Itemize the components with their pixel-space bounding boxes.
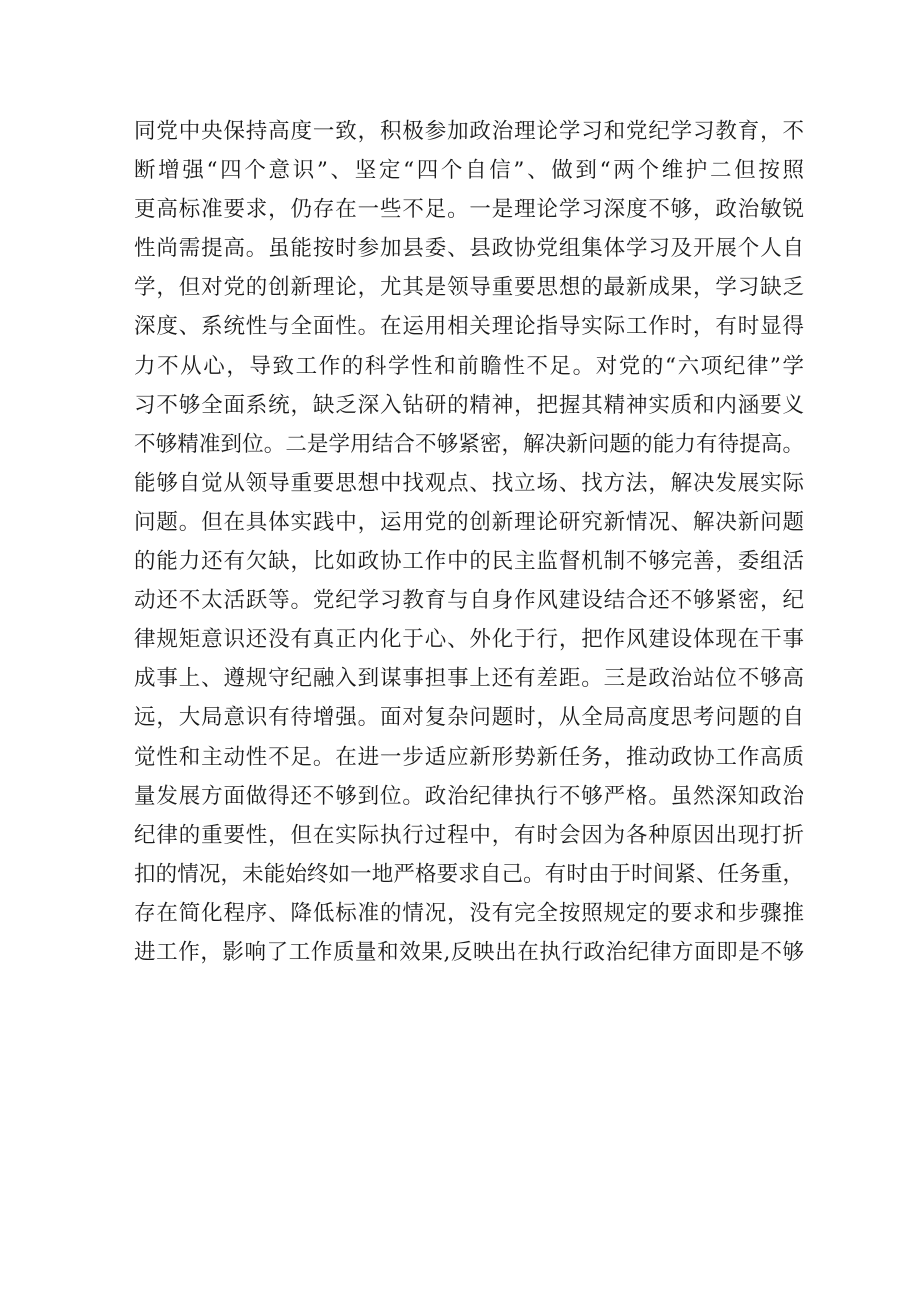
text-line-8: 习不够全面系统，缺乏深入钻研的精神，把握其精神实质和内涵要义 (134, 392, 804, 418)
text-line-13: 动还不太活跃等。党纪学习教育与自身作风建设结合还不够紧密，纪 (134, 588, 804, 614)
text-line-21: 存在简化程序、降低标准的情况，没有完全按照规定的要求和步骤推 (134, 900, 804, 926)
text-line-20: 扣的情况，未能始终如一地严格要求自己。有时由于时间紧、任务重， (134, 861, 804, 887)
text-line-12: 的能力还有欠缺，比如政协工作中的民主监督机制不够完善，委组活 (134, 549, 804, 575)
text-line-19: 纪律的重要性，但在实际执行过程中，有时会因为各种原因出现打折 (134, 822, 804, 848)
text-line-18: 量发展方面做得还不够到位。政治纪律执行不够严格。虽然深知政治 (134, 783, 804, 809)
text-line-15: 成事上、遵规守纪融入到谋事担事上还有差距。三是政治站位不够高 (134, 666, 804, 692)
text-line-9: 不够精准到位。二是学用结合不够紧密，解决新问题的能力有待提高。 (134, 431, 804, 457)
text-line-16: 远，大局意识有待增强。面对复杂问题时，从全局高度思考问题的自 (134, 705, 804, 731)
body-paragraph (134, 112, 804, 972)
text-line-5: 学，但对党的创新理论，尤其是领导重要思想的最新成果，学习缺乏 (134, 275, 804, 301)
text-line-1: 同党中央保持高度一致，积极参加政治理论学习和党纪学习教育，不 (134, 119, 804, 144)
text-line-6: 深度、系统性与全面性。在运用相关理论指导实际工作时，有时显得 (134, 314, 804, 340)
text-line-22: 进工作，影响了工作质量和效果,反映出在执行政治纪律方面即是不够 (134, 939, 804, 965)
text-line-10: 能够自觉从领导重要思想中找观点、找立场、找方法，解决发展实际 (134, 470, 804, 496)
text-line-4: 性尚需提高。虽能按时参加县委、县政协党组集体学习及开展个人自 (134, 236, 804, 262)
text-line-2: 断增强“四个意识”、坚定“四个自信”、做到“两个维护二但按照 (134, 158, 804, 184)
text-line-14: 律规矩意识还没有真正内化于心、外化于行，把作风建设体现在干事 (134, 627, 804, 653)
text-line-3: 更高标准要求，仍存在一些不足。一是理论学习深度不够，政治敏锐 (134, 197, 804, 223)
text-line-7: 力不从心，导致工作的科学性和前瞻性不足。对党的“六项纪律”学 (134, 353, 804, 379)
text-line-11: 问题。但在具体实践中，运用党的创新理论研究新情况、解决新问题 (134, 509, 804, 535)
text-line-17: 觉性和主动性不足。在进一步适应新形势新任务，推动政协工作高质 (134, 744, 804, 770)
